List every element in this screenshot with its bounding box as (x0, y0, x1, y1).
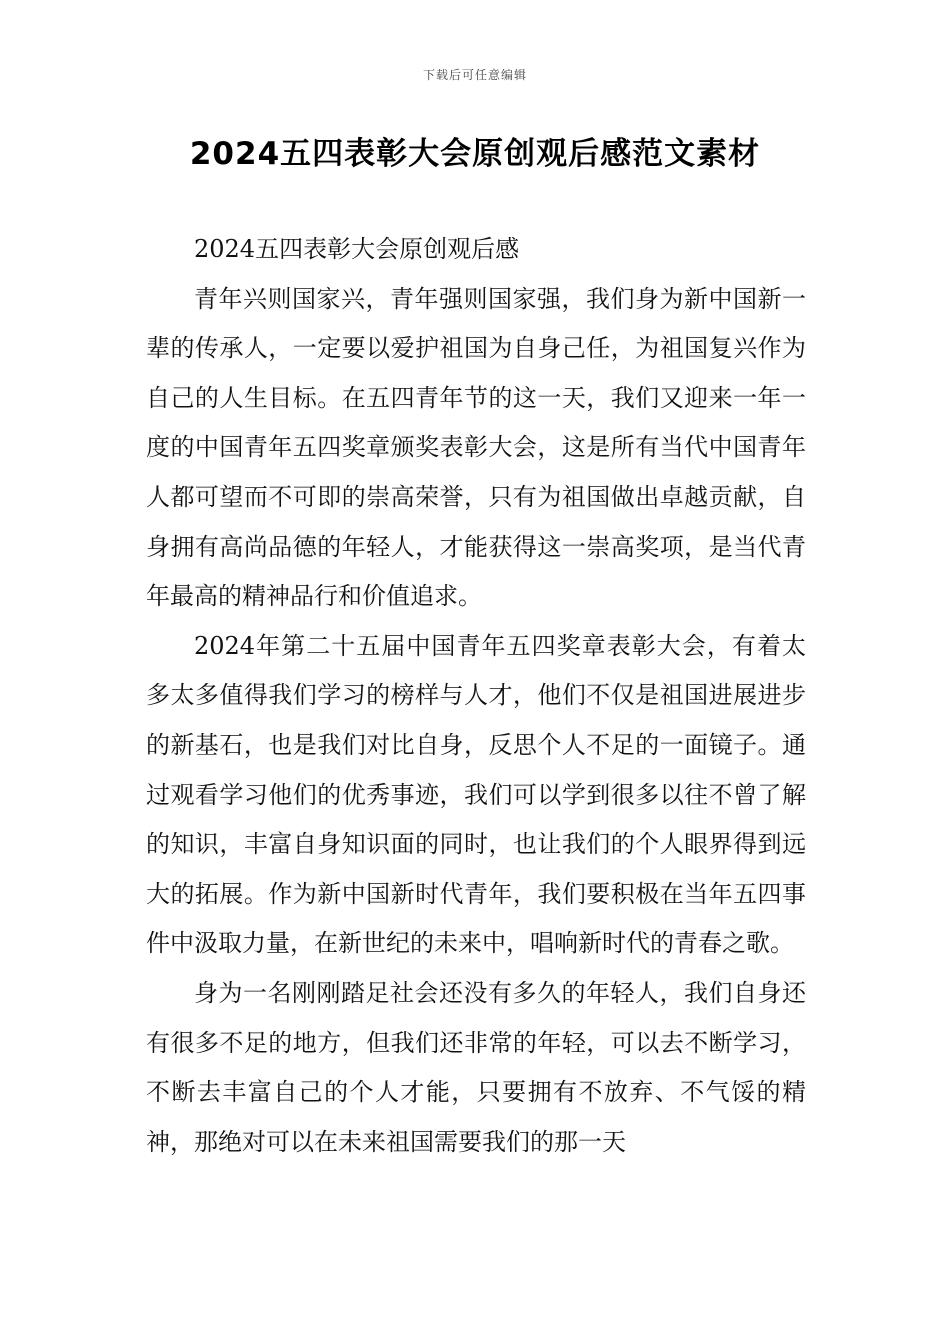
header-note: 下载后可任意编辑 (422, 68, 527, 82)
document-title: 2024五四表彰大会原创观后感范文素材 (189, 136, 761, 172)
document-body (146, 225, 806, 1167)
body-paragraph: 青年兴则国家兴，青年强则国家强，我们身为新中国新一辈的传承人，一定要以爱护祖国为自身己任，为祖国复兴作为自己的人生目标。在五四青年节的这一天，我们又迎来一年一度的中国青年五四奖章颁奖表彰大会，这是所有当代中国青年人都可望而不可即的崇高荣誉，只有为祖国做出卓越贡献，自身拥有高尚品德的年轻人，才能获得这一崇高奖项，是当代青年最高的精神品行和价值追求。 (146, 284, 806, 611)
body-paragraph: 身为一名刚刚踏足社会还没有多久的年轻人，我们自身还有很多不足的地方，但我们还非常的年轻，可以去不断学习，不断去丰富自己的个人才能，只要拥有不放弃、不气馁的精神，那绝对可以在未来祖国需要我们的那一天 (146, 978, 806, 1156)
body-paragraph: 2024年第二十五届中国青年五四奖章表彰大会，有着太多太多值得我们学习的榜样与人才，他们不仅是祖国进展进步的新基石，也是我们对比自身，反思个人不足的一面镜子。通过观看学习他们的优秀事迹，我们可以学到很多以往不曾了解的知识，丰富自身知识面的同时，也让我们的个人眼界得到远大的拓展。作为新中国新时代青年，我们要积极在当年五四事件中汲取力量，在新世纪的未来中，唱响新时代的青春之歌。 (146, 631, 806, 958)
subtitle-paragraph: 2024五四表彰大会原创观后感 (194, 235, 520, 263)
